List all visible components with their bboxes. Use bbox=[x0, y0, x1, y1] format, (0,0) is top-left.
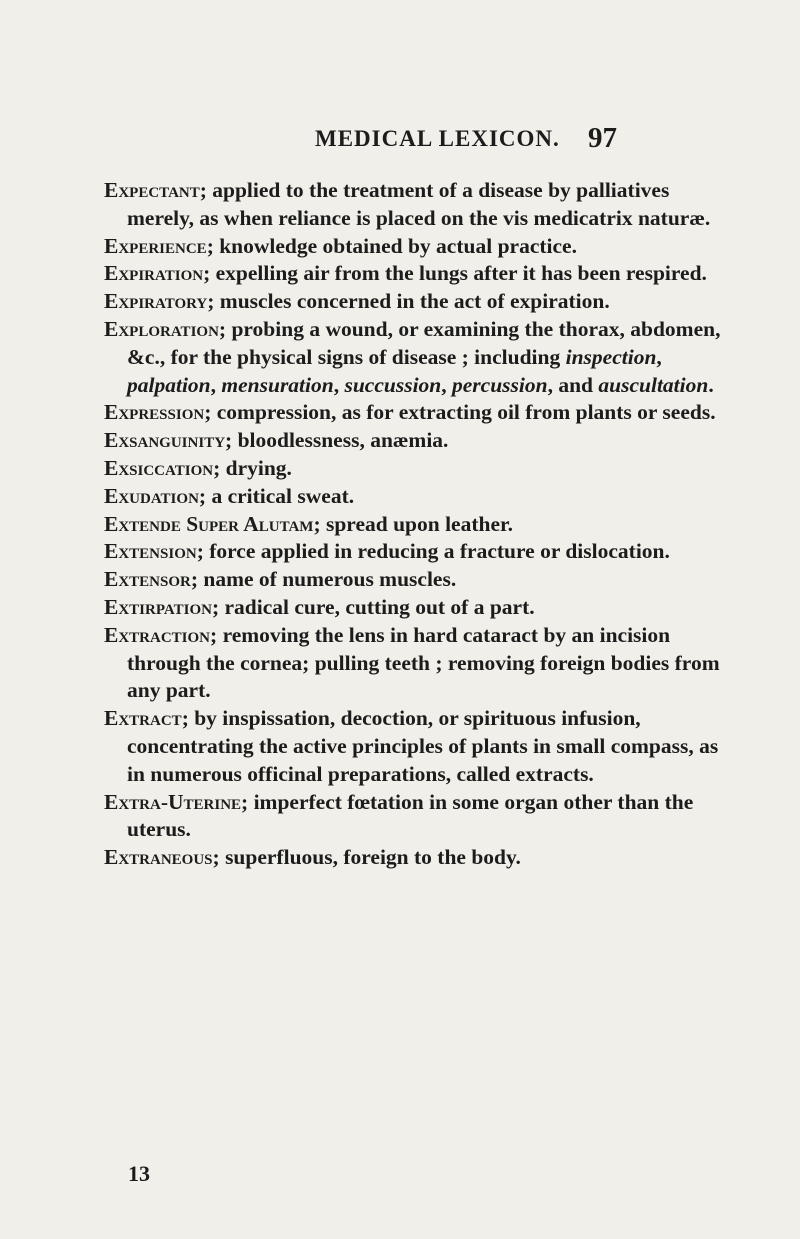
entry-term: Extraction bbox=[104, 622, 211, 647]
entry-definition: ; drying. bbox=[213, 455, 292, 480]
entry-term: Extraneous bbox=[104, 845, 213, 870]
entry-extension bbox=[104, 538, 726, 566]
entry-expiratory bbox=[104, 288, 726, 316]
italic-term: mensuration bbox=[221, 372, 334, 397]
connector: , and bbox=[547, 372, 599, 397]
entry-definition: ; spread upon leather. bbox=[313, 511, 513, 536]
entry-extensor bbox=[104, 566, 726, 594]
entry-extende-super-alutam bbox=[104, 511, 726, 539]
entry-term: Expression bbox=[104, 400, 205, 425]
entry-definition: ; force applied in reducing a fracture or dislocation. bbox=[196, 539, 670, 564]
entry-extraneous bbox=[104, 844, 726, 872]
connector: , bbox=[656, 344, 662, 369]
entry-term: Expiration bbox=[104, 261, 204, 286]
entry-definition: ; removing the lens in hard cataract by an incision through the cornea; pulling teeth ; removing foreign bodies from any part. bbox=[127, 622, 720, 703]
connector: . bbox=[708, 372, 714, 397]
page-number: 97 bbox=[588, 122, 617, 154]
entry-term: Extension bbox=[104, 539, 197, 564]
entry-expression bbox=[104, 399, 726, 427]
entry-term: Extract bbox=[104, 706, 182, 731]
entry-term: Expectant bbox=[104, 178, 200, 202]
entry-definition: ; bloodlessness, anæmia. bbox=[225, 428, 449, 453]
entry-exsanguinity bbox=[104, 427, 726, 455]
entry-term: Extra-Uterine bbox=[104, 789, 242, 814]
italic-term: succussion bbox=[344, 372, 442, 397]
entry-definition-text: ; probing a wound, or examining the thorax, abdomen, &c., for the physical signs of disease ; including bbox=[127, 316, 721, 369]
entry-definition: ; expelling air from the lungs after it has been respired. bbox=[203, 261, 707, 286]
entry-extract bbox=[104, 705, 726, 788]
italic-term: inspection bbox=[565, 344, 657, 369]
italic-term: percussion bbox=[452, 372, 548, 397]
entry-exploration bbox=[104, 316, 726, 399]
entry-extirpation bbox=[104, 594, 726, 622]
italic-term: auscultation bbox=[598, 372, 709, 397]
connector: , bbox=[210, 372, 222, 397]
entry-expectant bbox=[104, 177, 726, 233]
entry-definition: ; compression, as for extracting oil from plants or seeds. bbox=[204, 400, 716, 425]
entry-term: Extende Super Alutam bbox=[104, 511, 314, 536]
entry-extra-uterine bbox=[104, 789, 726, 845]
entry-definition: ; applied to the treatment of a disease by palliatives merely, as when reliance is placed on the vis medicatrix naturæ. bbox=[127, 178, 711, 230]
entry-exudation bbox=[104, 483, 726, 511]
entry-term: Exudation bbox=[104, 483, 199, 508]
entry-term: Expiratory bbox=[104, 289, 208, 314]
entry-definition: ; muscles concerned in the act of expiration. bbox=[207, 289, 610, 314]
page-title: MEDICAL LEXICON. bbox=[315, 126, 560, 151]
connector: , bbox=[441, 372, 453, 397]
lexicon-entries bbox=[104, 177, 726, 872]
entry-term: Extirpation bbox=[104, 594, 212, 619]
entry-definition: ; superfluous, foreign to the body. bbox=[212, 845, 521, 870]
entry-definition: ; radical cure, cutting out of a part. bbox=[211, 594, 535, 619]
running-header bbox=[0, 122, 800, 162]
entry-term: Exsanguinity bbox=[104, 428, 226, 453]
entry-term: Exploration bbox=[104, 316, 219, 341]
entry-definition: ; a critical sweat. bbox=[198, 483, 355, 508]
entry-definition: ; by inspissation, decoction, or spirituous infusion, concentrating the active principles of plants in small compass, as in numerous officinal preparations, called extracts. bbox=[127, 706, 719, 786]
entry-term: Extensor bbox=[104, 567, 191, 592]
entry-extraction bbox=[104, 622, 726, 705]
entry-definition: ; imperfect fœtation in some organ other than the uterus. bbox=[127, 789, 694, 842]
entry-exsiccation bbox=[104, 455, 726, 483]
entry-definition: ; knowledge obtained by actual practice. bbox=[206, 233, 577, 258]
connector: , bbox=[333, 372, 345, 397]
italic-term: palpation bbox=[127, 372, 211, 397]
entry-term: Experience bbox=[104, 233, 207, 258]
entry-term: Exsiccation bbox=[104, 455, 214, 480]
entry-experience bbox=[104, 233, 726, 261]
entry-expiration bbox=[104, 260, 726, 288]
entry-definition: ; name of numerous muscles. bbox=[190, 567, 457, 592]
signature-mark: 13 bbox=[128, 1161, 150, 1186]
